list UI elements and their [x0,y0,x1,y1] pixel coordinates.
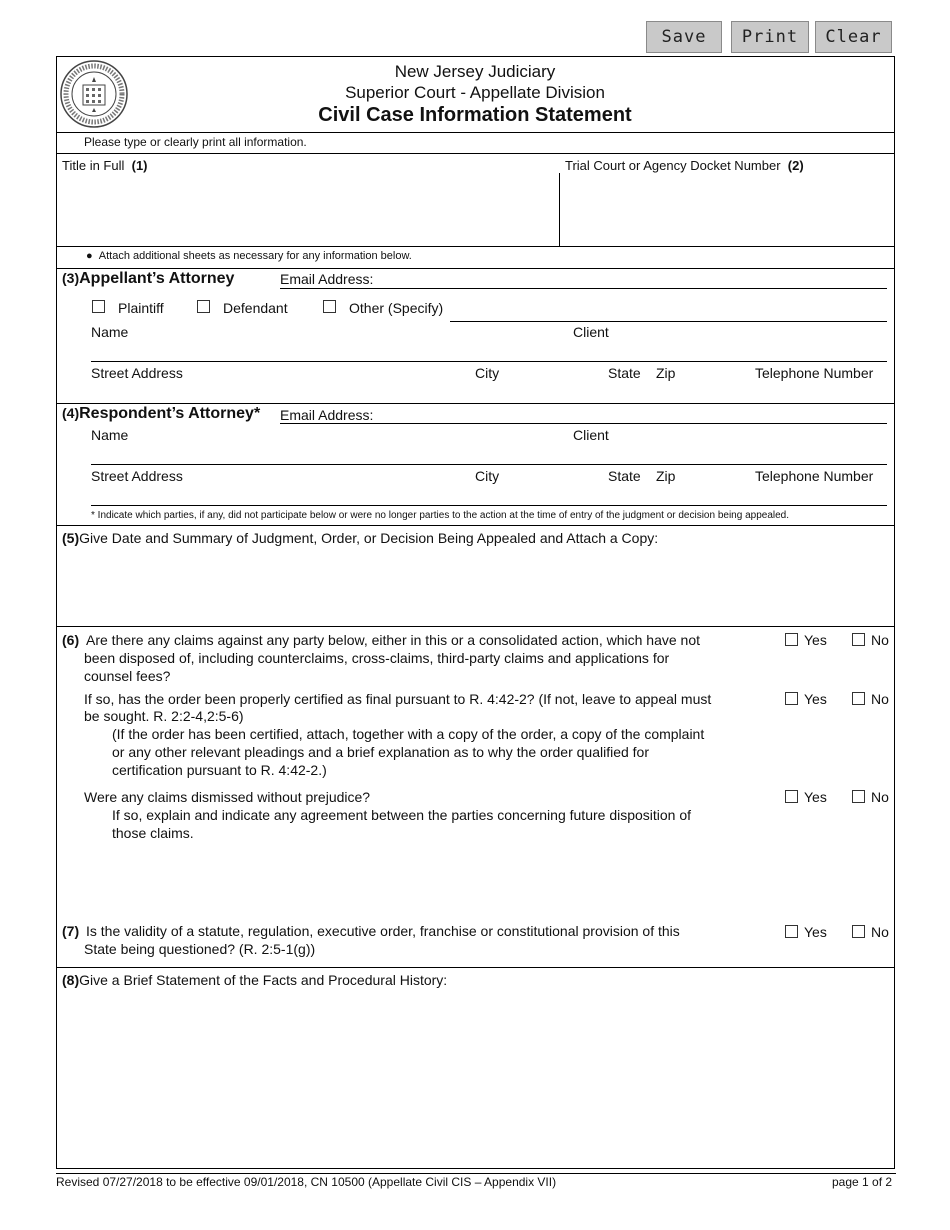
defendant-checkbox[interactable] [197,300,210,313]
divider [56,626,895,627]
facts-history-field[interactable] [62,994,888,1166]
divider [56,132,895,133]
appellant-city-label: City [475,365,500,381]
docket-number-field[interactable] [565,178,889,246]
footer-divider [56,1173,896,1174]
sec6-q2-line1: If so, has the order been properly certified as final pursuant to R. 4:42-2? (If not, leave to appeal must [84,691,712,707]
divider [450,321,887,322]
facts-history-label [62,972,447,988]
attach-note: ● Attach additional sheets as necessary for any information below. [86,250,412,262]
sec4-number: (4) [62,405,80,421]
sec1-number: (1) [131,158,148,173]
header-line1: New Jersey Judiciary [394,62,556,81]
sec6-q1-yes-label: Yes [804,632,827,648]
appellant-email-label: Email Address: [280,271,374,287]
sec2-number: (2) [787,158,804,173]
sec6-number: (6) [62,632,80,648]
sec6-q1-no-label: No [871,632,889,648]
respondent-attorney-heading [62,405,260,423]
form-title: Civil Case Information Statement [318,104,632,126]
sec3-number: (3) [62,270,80,286]
sec6-q2-line3: (If the order has been certified, attach, together with a copy of the order, a copy of the complaint [112,726,705,742]
sec8-number: (8) [62,972,80,988]
title-in-full-text: Title in Full [62,158,125,173]
plaintiff-label: Plaintiff [118,300,164,316]
respondent-email-field[interactable] [376,406,888,424]
appellant-client-label: Client [573,324,609,340]
divider [91,464,887,465]
sec6-q2-no-checkbox[interactable] [852,692,865,705]
docket-number-label [565,158,804,173]
sec6-q3-no-label: No [871,789,889,805]
divider [56,153,895,154]
divider [56,967,895,968]
sec7-line1: Is the validity of a statute, regulation, executive order, franchise or constitutional provision of this [86,923,680,939]
respondent-name-field[interactable] [91,445,565,463]
revision-note: Revised 07/27/2018 to be effective 09/01/2018, CN 10500 (Appellate Civil CIS – Appendix VII) [56,1175,557,1189]
respondent-client-field[interactable] [573,445,887,463]
sec6-q1-line2: been disposed of, including counterclaims, cross-claims, third-party claims and applications for [84,650,670,666]
respondent-state-label: State [608,468,641,484]
sec6-explanation-field[interactable] [112,846,886,918]
attach-note-text: Attach additional sheets as necessary for any information below. [98,250,412,262]
other-label: Other (Specify) [349,300,444,316]
divider [559,173,560,246]
sec6-q2-line2: be sought. R. 2:2-4,2:5-6) [84,708,244,724]
appellant-state-label: State [608,365,641,381]
respondent-email-label: Email Address: [280,407,374,423]
sec6-q3-line2: If so, explain and indicate any agreement between the parties concerning future disposition of [112,807,692,823]
respondent-address-field[interactable] [91,486,885,504]
header-line2: Superior Court - Appellate Division [345,83,605,102]
divider [280,423,887,424]
defendant-label: Defendant [223,300,288,316]
divider [91,505,887,506]
sec6-q3-yes-label: Yes [804,789,827,805]
judgment-summary-field[interactable] [62,552,888,626]
divider [56,403,895,404]
appellant-client-field[interactable] [573,342,887,360]
appellant-name-label: Name [91,324,129,340]
sec7-no-label: No [871,924,889,940]
court-seal-icon [59,59,129,129]
divider [280,288,887,289]
sec6-q3-line3: those claims. [112,825,194,841]
appellant-email-field[interactable] [376,270,888,288]
divider [56,525,895,526]
sec6-q2-no-label: No [871,691,889,707]
respondent-phone-label: Telephone Number [755,468,874,484]
divider [56,268,895,269]
sec7-yes-label: Yes [804,924,827,940]
divider [91,361,887,362]
respondent-client-label: Client [573,427,609,443]
sec6-q2-line4: or any other relevant pleadings and a brief explanation as to why the order qualified for [112,744,650,760]
docket-number-text: Trial Court or Agency Docket Number [565,158,781,173]
divider [56,246,895,247]
page-number: page 1 of 2 [832,1175,893,1189]
sec3-title: Appellant’s Attorney [79,270,235,287]
sec7-yes-checkbox[interactable] [785,925,798,938]
sec6-q3-yes-checkbox[interactable] [785,790,798,803]
respondent-zip-label: Zip [656,468,676,484]
sec5-text: Give Date and Summary of Judgment, Order, or Decision Being Appealed and Attach a Copy: [79,530,659,546]
sec4-title: Respondent’s Attorney* [79,405,261,422]
appellant-street-label: Street Address [91,365,183,381]
title-in-full-field[interactable] [62,178,556,246]
respondent-name-label: Name [91,427,129,443]
sec7-number: (7) [62,923,80,939]
sec6-q1-yes-checkbox[interactable] [785,633,798,646]
print-button[interactable]: Print [731,21,809,53]
save-button[interactable]: Save [646,21,722,53]
instruction-text: Please type or clearly print all information. [84,135,307,149]
appellant-phone-label: Telephone Number [755,365,874,381]
sec6-q1-line3: counsel fees? [84,668,171,684]
appellant-address-field[interactable] [91,383,885,401]
sec6-q2-yes-label: Yes [804,691,827,707]
appellant-zip-label: Zip [656,365,676,381]
sec6-q3-no-checkbox[interactable] [852,790,865,803]
respondent-street-label: Street Address [91,468,183,484]
sec7-line2: State being questioned? (R. 2:5-1(g)) [84,941,316,957]
judgment-summary-label [62,530,658,546]
sec6-q3-line1: Were any claims dismissed without prejudice? [84,789,371,805]
title-in-full-label [62,158,148,173]
respondent-city-label: City [475,468,500,484]
clear-button[interactable]: Clear [815,21,892,53]
sec6-q1-line1: Are there any claims against any party below, either in this or a consolidated action, which have not [86,632,701,648]
sec8-text: Give a Brief Statement of the Facts and Procedural History: [79,972,448,988]
sec6-q1-no-checkbox[interactable] [852,633,865,646]
sec5-number: (5) [62,530,80,546]
plaintiff-checkbox[interactable] [92,300,105,313]
sec7-no-checkbox[interactable] [852,925,865,938]
respondent-footnote: * Indicate which parties, if any, did not participate below or were no longer parties to the action at the time of entry of the judgment or decision being appealed. [91,510,790,521]
appellant-attorney-heading [62,270,234,288]
other-checkbox[interactable] [323,300,336,313]
appellant-name-field[interactable] [91,342,565,360]
sec6-q2-yes-checkbox[interactable] [785,692,798,705]
sec6-q2-line5: certification pursuant to R. 4:42-2.) [112,762,327,778]
